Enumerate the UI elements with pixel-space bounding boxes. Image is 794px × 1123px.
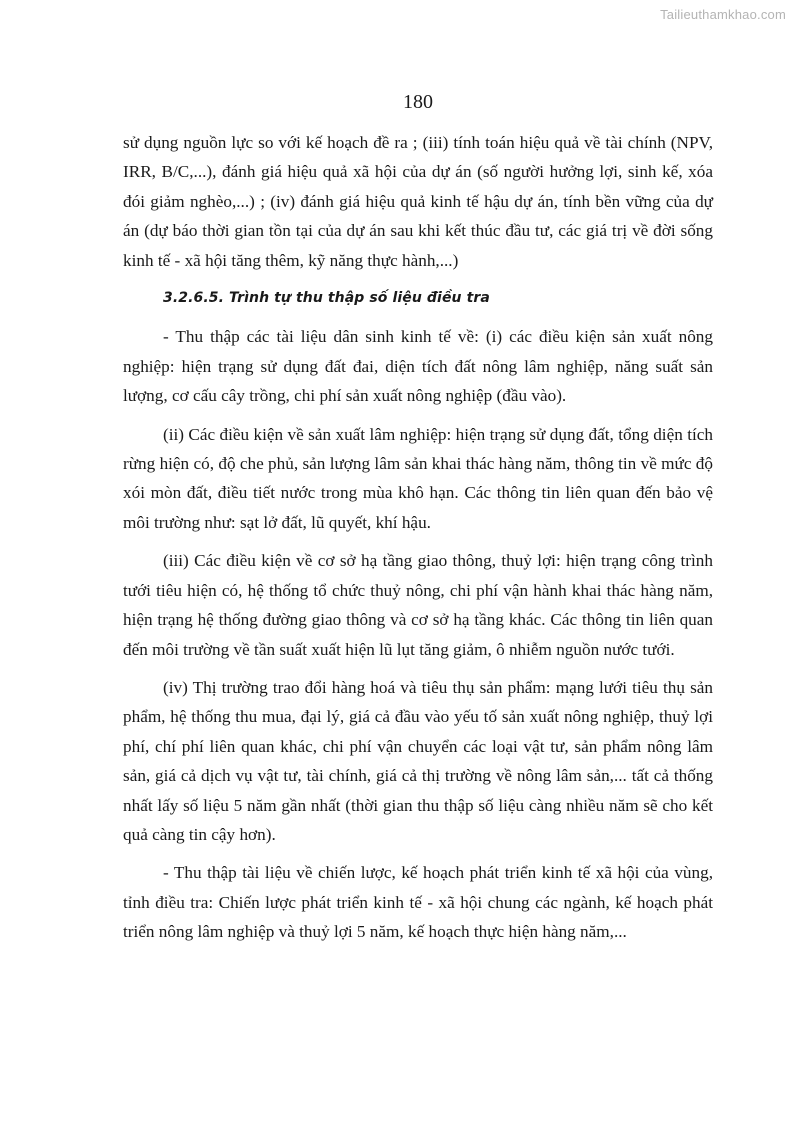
paragraph-forestry-conditions: (ii) Các điều kiện về sản xuất lâm nghiệp: hiện trạng sử dụng đất, tổng diện tích rừng hiện có, độ che phủ, sản lượng lâm sản khai thác hàng năm, thông tin về mức độ xói mòn đất, điều tiết nước trong mùa khô hạn. Các thông tin liên quan đến bảo vệ môi trường như: sạt lở đất, lũ quyết, khí hậu.: [123, 424, 713, 532]
document-body: [123, 128, 713, 947]
paragraph-infrastructure-conditions: (iii) Các điều kiện về cơ sở hạ tầng giao thông, thuỷ lợi: hiện trạng công trình tưới tiêu hiện có, hệ thống tổ chức thuỷ nông, chi phí vận hành khai thác hàng năm, hiện trạng hệ thống đường giao thông và cơ sở hạ tầng khác. Các thông tin liên quan đến môi trường về tần suất xuất hiện lũ lụt tăng giảm, ô nhiễm nguồn nước tưới.: [123, 551, 713, 659]
paragraph-development-strategy: - Thu thập tài liệu về chiến lược, kế hoạch phát triển kinh tế xã hội của vùng, tỉnh điều tra: Chiến lược phát triển kinh tế - xã hội chung các ngành, kế hoạch phát triển nông lâm nghiệp và thuỷ lợi 5 năm, kế hoạch thực hiện hàng năm,...: [123, 863, 713, 942]
paragraph-market-conditions: (iv) Thị trường trao đổi hàng hoá và tiêu thụ sản phẩm: mạng lưới tiêu thụ sản phẩm, hệ thống thu mua, đại lý, giá cả đầu vào yếu tố sản xuất nông nghiệp, thuỷ lợi phí, chí phí liên quan khác, chi phí vận chuyển các loại vật tư, sản phẩm nông lâm sản, giá cả dịch vụ vật tư, tài chính, giá cả thị trường về nông lâm sản,... tất cả thống nhất lấy số liệu 5 năm gần nhất (thời gian thu thập số liệu càng nhiều năm sẽ cho kết quả càng tin cậy hơn).: [123, 677, 713, 844]
watermark: Tailieuthamkhao.com: [660, 7, 786, 22]
paragraph-continuation: sử dụng nguồn lực so với kế hoạch đề ra ; (iii) tính toán hiệu quả về tài chính (NPV, IRR, B/C,...), đánh giá hiệu quả xã hội của dự án (số người hưởng lợi, sinh kế, xóa đói giảm nghèo,...) ; (iv) đánh giá hiệu quả kinh tế hậu dự án, tính bền vững của dự án (dự báo thời gian tồn tại của dự án sau khi kết thúc đầu tư, các giá trị về đời sống kinh tế - xã hội tăng thêm, kỹ năng thực hành,...): [123, 133, 713, 270]
page-number: 180: [403, 91, 433, 113]
section-heading: 3.2.6.5. Trình tự thu thập số liệu điều tra: [163, 290, 490, 307]
paragraph-socioeconomic-data: - Thu thập các tài liệu dân sinh kinh tế về: (i) các điều kiện sản xuất nông nghiệp: hiện trạng sử dụng đất đai, diện tích đất nông lâm nghiệp, năng suất sản lượng, cơ cấu cây trồng, chi phí sản xuất nông nghiệp (đầu vào).: [123, 327, 713, 406]
